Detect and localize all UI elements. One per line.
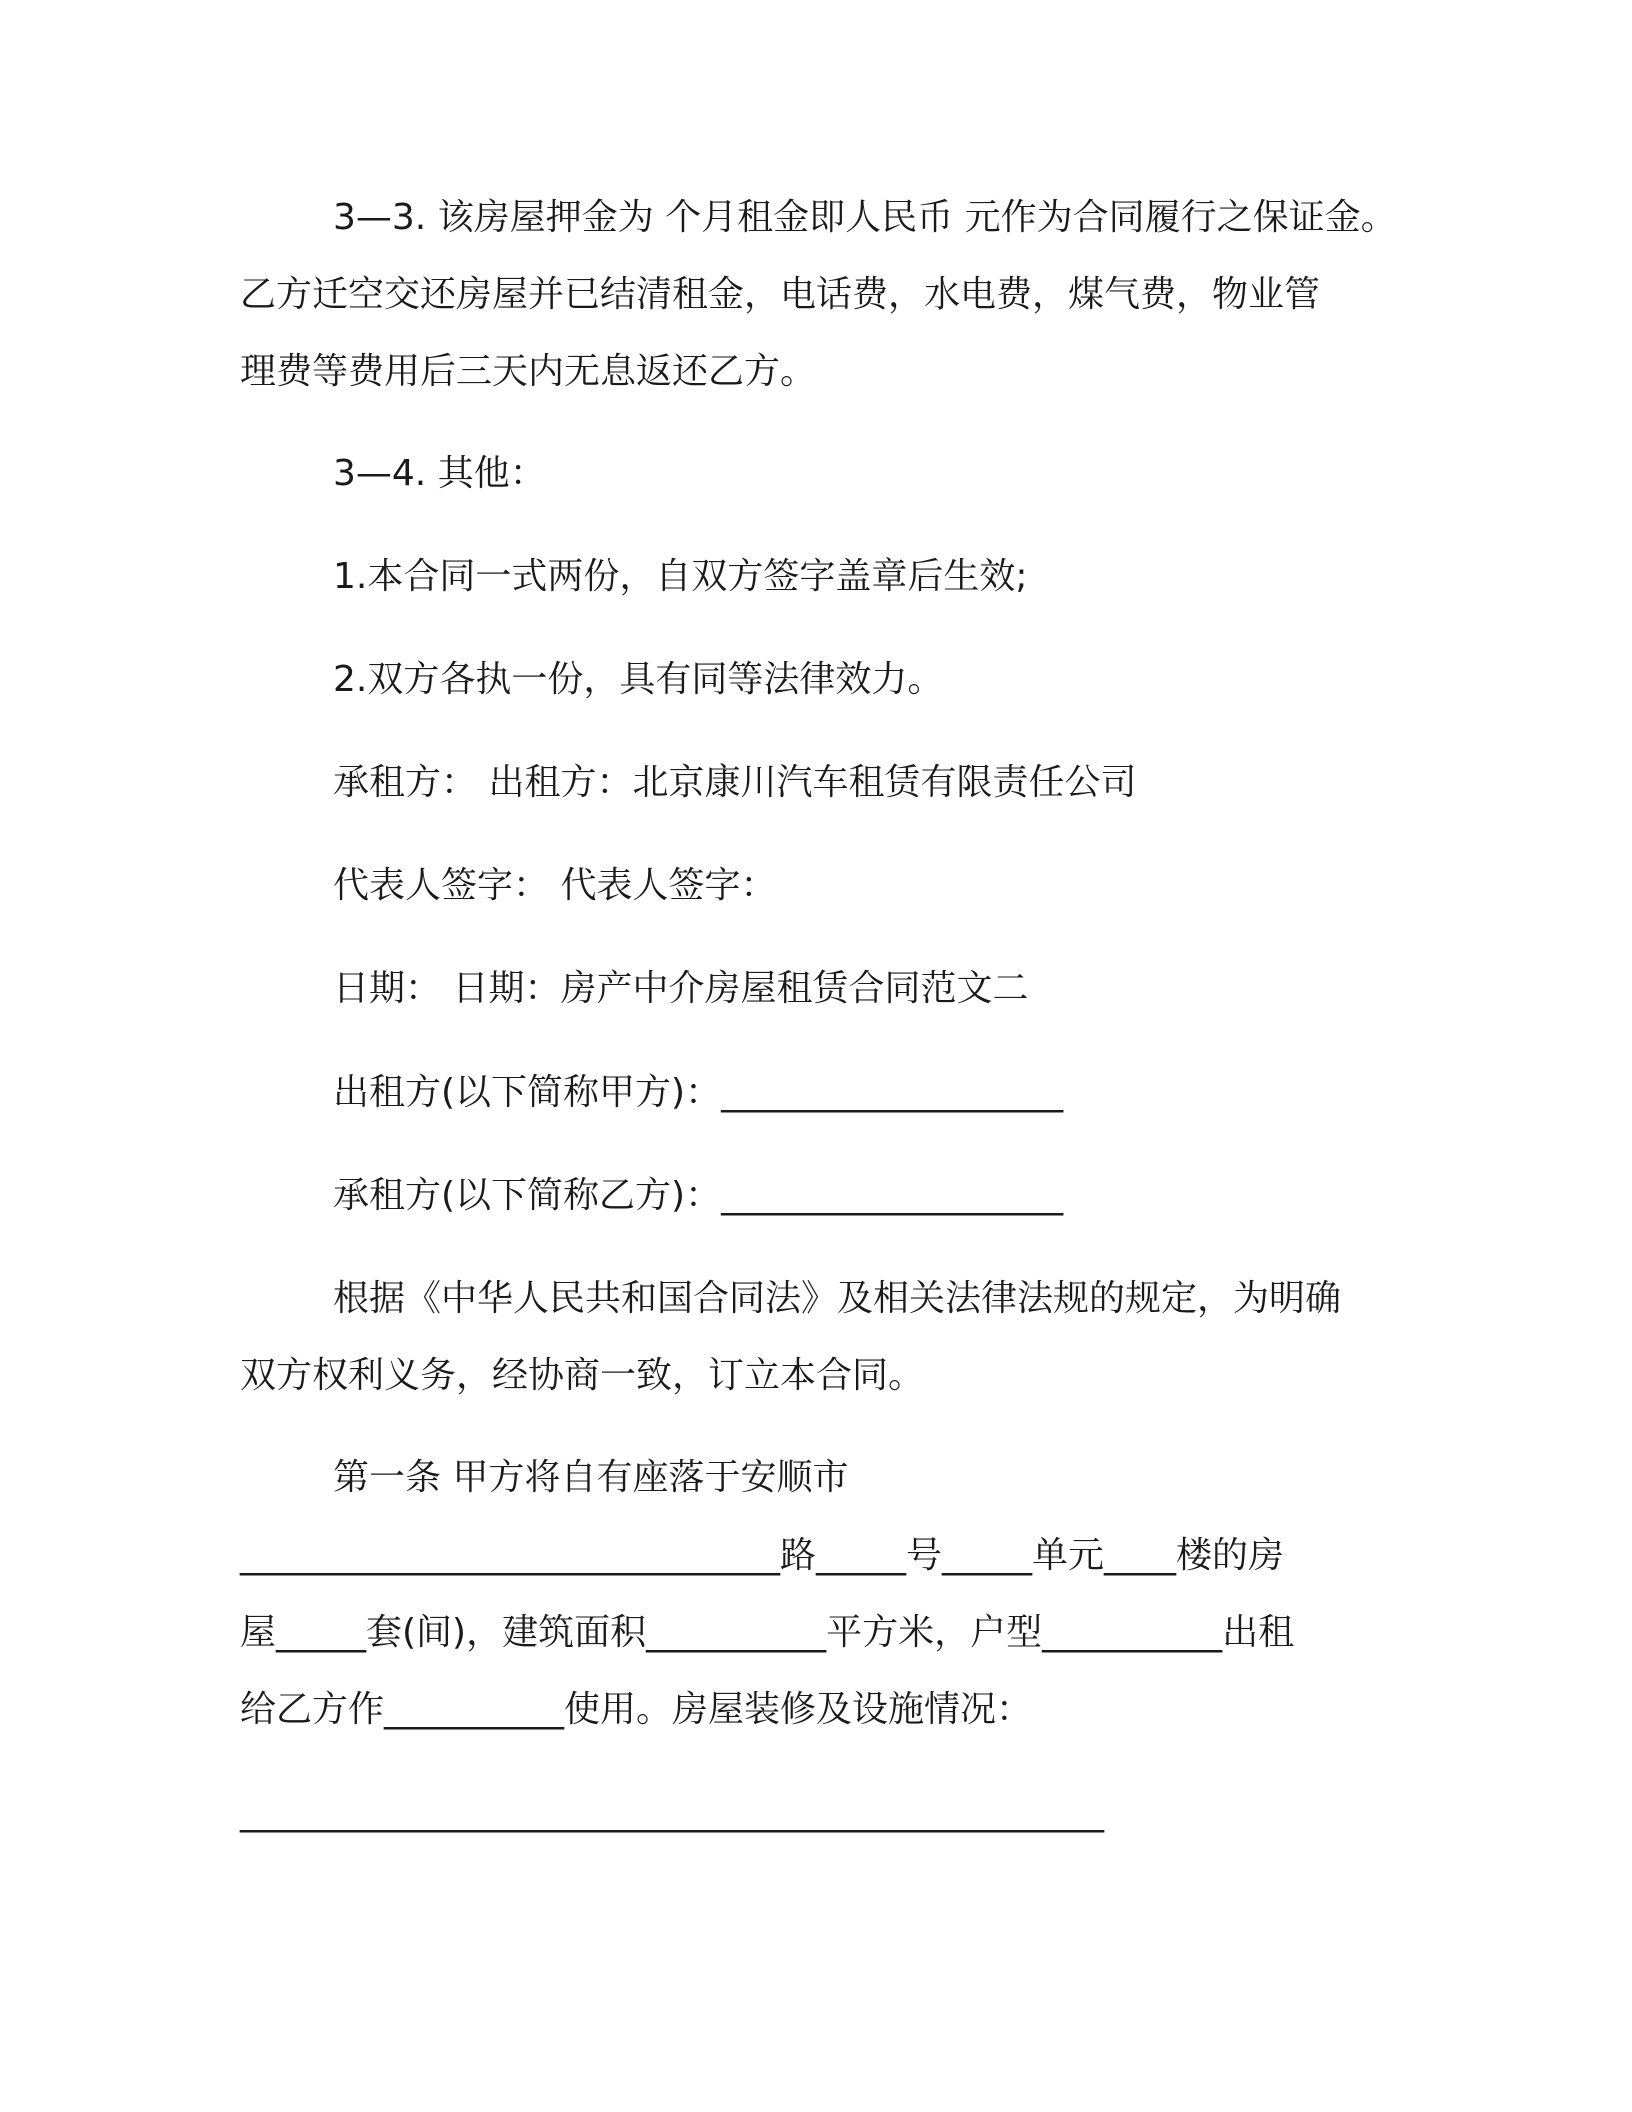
deposit-clause-line-2: 乙方迁空交还房屋并已结清租金，电话费，水电费，煤气费，物业管 — [240, 274, 1321, 315]
article-one-line-3: 给乙方作__________使用。房屋装修及设施情况： — [240, 1689, 1033, 1730]
deposit-clause-line-1: 3—3. 该房屋押金为 个月租金即人民币 元作为合同履行之保证金。 — [333, 197, 1397, 238]
other-terms-heading: 3—4. 其他： — [333, 453, 546, 494]
preamble-line-2: 双方权利义务，经协商一致，订立本合同。 — [240, 1355, 925, 1396]
other-terms-item-2: 2.双方各执一份，具有同等法律效力。 — [333, 659, 944, 700]
other-terms-item-1: 1.本合同一式两份，自双方签字盖章后生效; — [333, 556, 1028, 597]
signature-parties: 承租方： 出租方：北京康川汽车租赁有限责任公司 — [333, 762, 1137, 803]
facilities-blank-line: ________________________________________________ — [240, 1792, 1104, 1833]
preamble-line-1: 根据《中华人民共和国合同法》及相关法律法规的规定，为明确 — [333, 1278, 1342, 1319]
lessee-field: 承租方(以下简称乙方)：___________________ — [333, 1175, 1064, 1216]
article-one-line-2: 屋_____套(间)，建筑面积__________平方米，户型__________出租 — [240, 1612, 1295, 1653]
signature-dates-and-title: 日期： 日期：房产中介房屋租赁合同范文二 — [333, 968, 1029, 1009]
lessor-field: 出租方(以下简称甲方)：___________________ — [333, 1072, 1064, 1113]
signature-representatives: 代表人签字： 代表人签字： — [333, 865, 777, 906]
article-one-line-1: ______________________________路_____号_____单元____楼的房 — [240, 1535, 1284, 1576]
deposit-clause-line-3: 理费等费用后三天内无息返还乙方。 — [240, 351, 817, 392]
article-one-heading: 第一条 甲方将自有座落于安顺市 — [333, 1457, 849, 1498]
